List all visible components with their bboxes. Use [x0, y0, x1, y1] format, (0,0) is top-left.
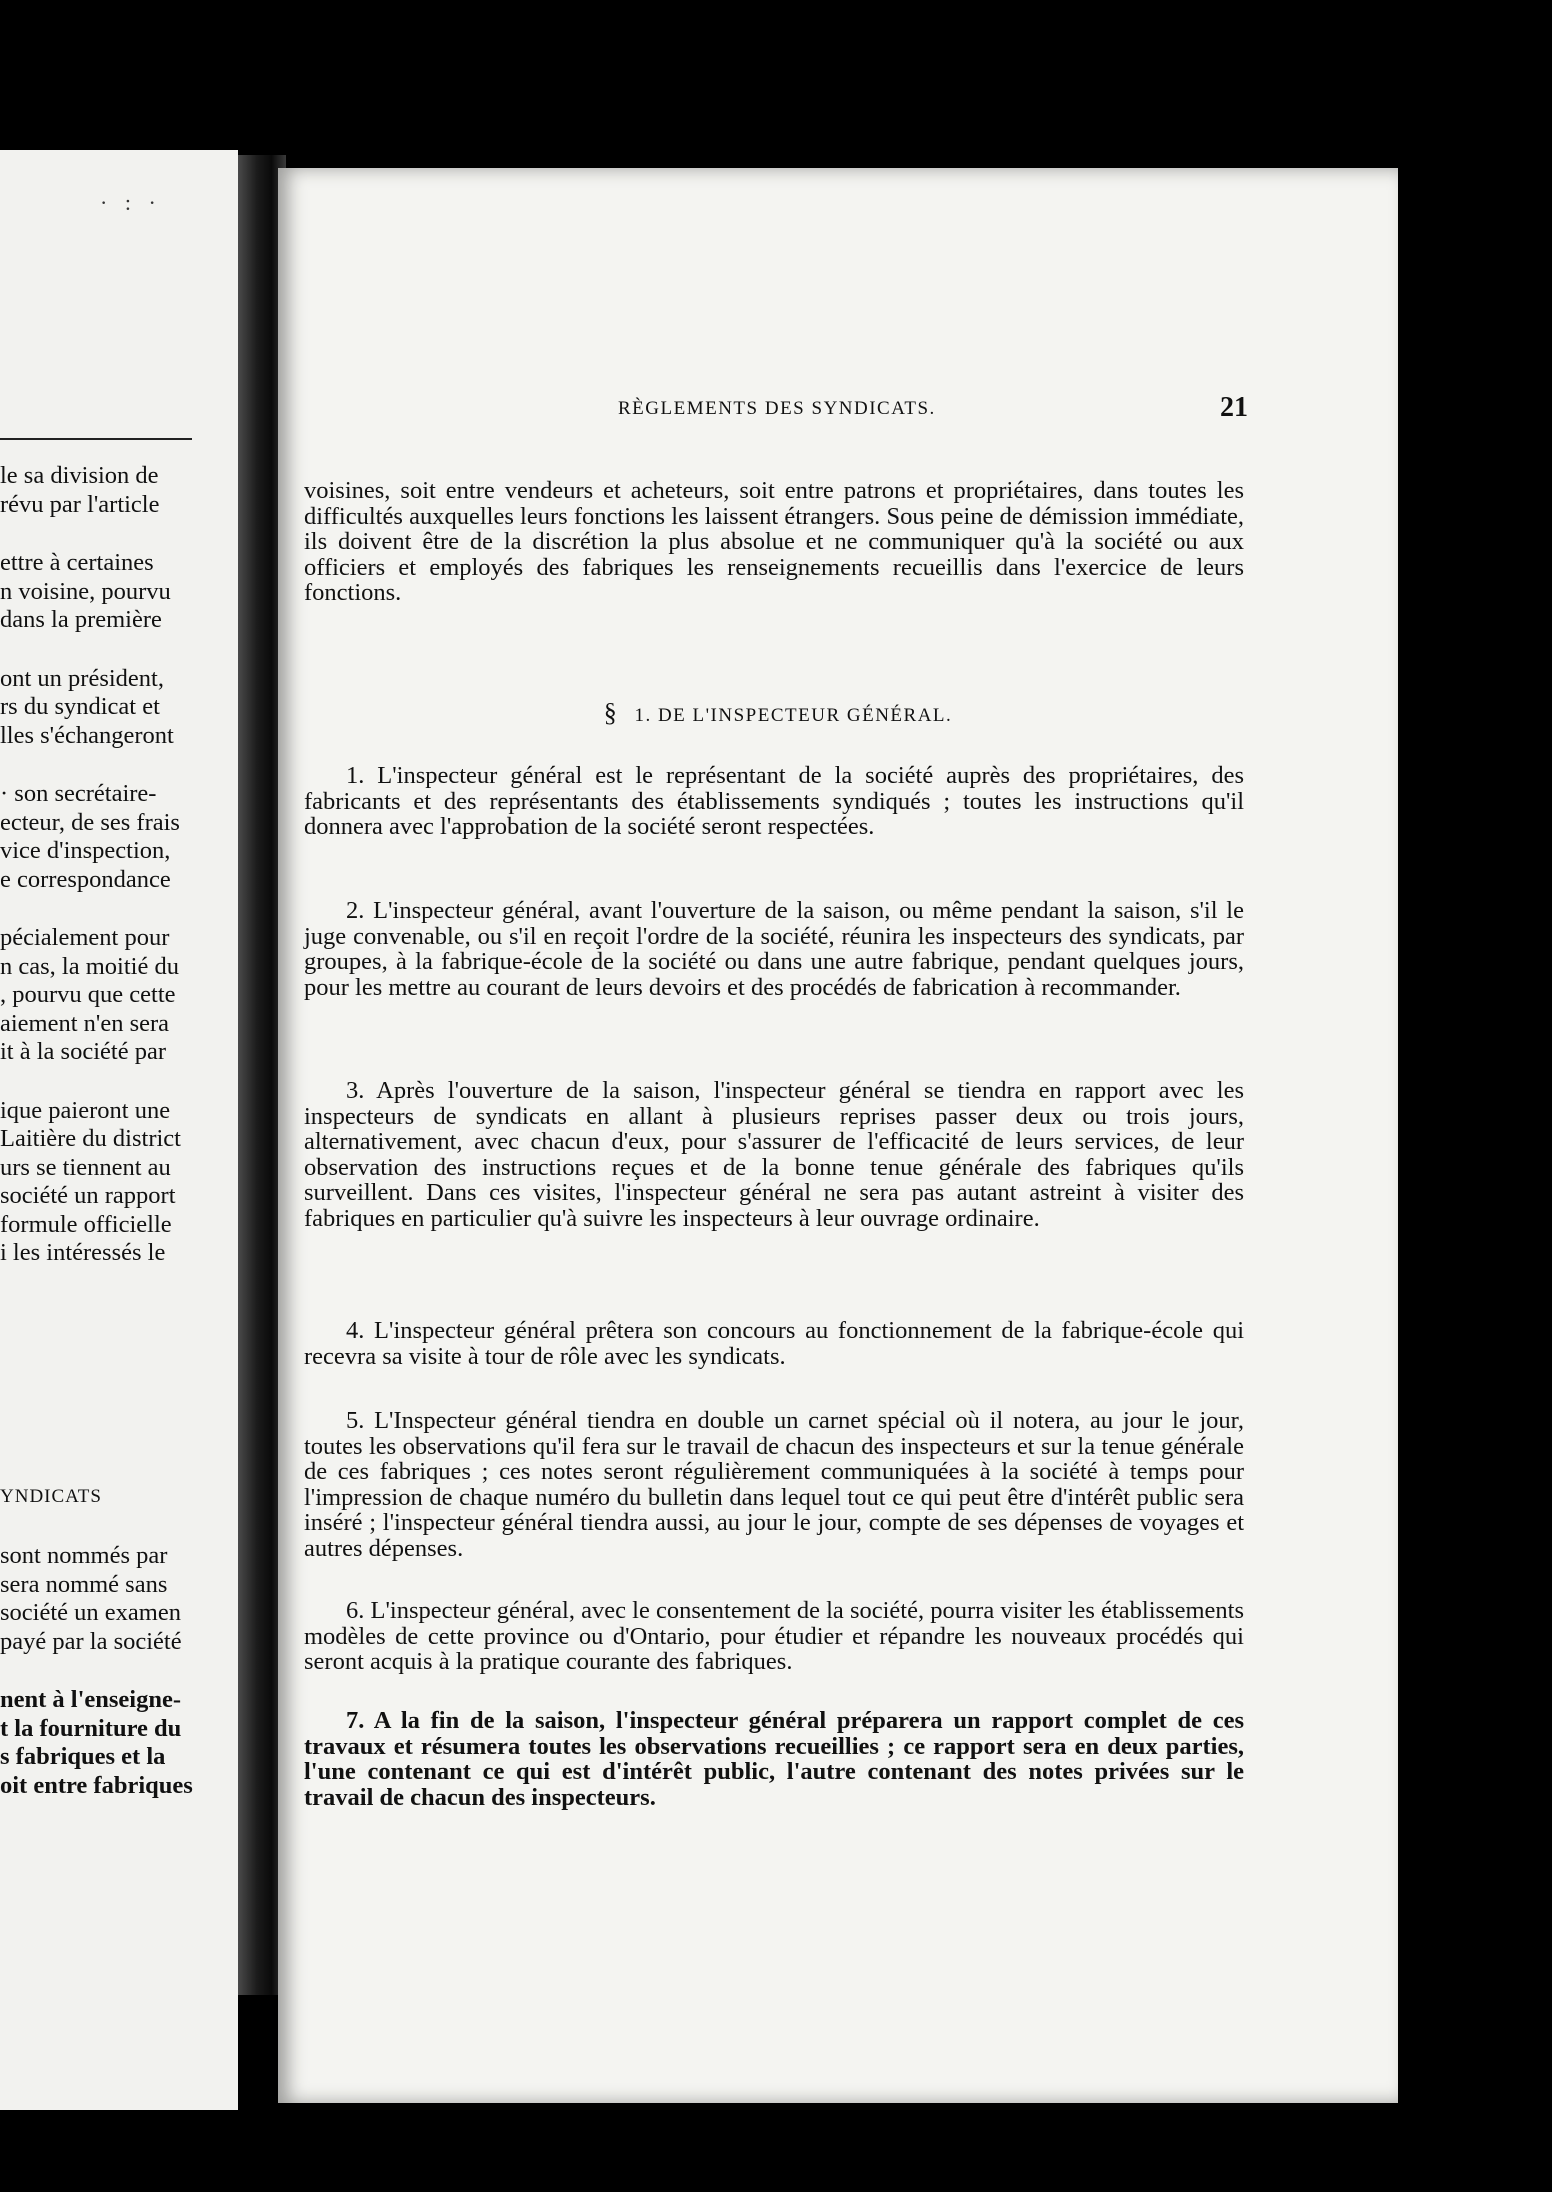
article-7: 7. A la fin de la saison, l'inspecteur général préparera un rapport complet de ces travaux et résumera toutes les observations recueillies ; ce rapport sera en deux parties, l'une contenant ce qui est d'intérêt public, l'autre contenant des notes privées sur le travail de chacun des inspecteurs. [304, 1707, 1244, 1811]
article-3: 3. Après l'ouverture de la saison, l'inspecteur général se tiendra en rapport avec les inspecteurs de syndicats en allant à plusieurs reprises passer deux ou trois jours, alternativement, avec chacun d'eux, pour s'assurer de l'efficacité de leurs services, de leur observation des instructions reçues et de la bonne tenue générale des fabriques qu'ils surveillent. Dans ces visites, l'inspecteur général ne sera pas autant astreint à visiter des fabriques en particulier qu'à suivre les inspecteurs à leur ouvrage ordinaire. [304, 1077, 1244, 1232]
left-text-line: ecteur, de ses frais [0, 808, 180, 836]
article-1: 1. L'inspecteur général est le représentant de la société auprès des propriétaires, des fabricants et des représentants des établissements syndiqués ; toutes les instructions qu'il donnera avec l'approbation de la société seront respectées. [304, 762, 1244, 840]
left-text-line: ique paieront une [0, 1096, 171, 1124]
left-text-line: Laitière du district [0, 1125, 181, 1152]
header-title: RÈGLEMENTS DES SYNDICATS. [618, 398, 936, 419]
left-text-line: payé par la société [0, 1627, 182, 1655]
left-text-line: it à la société par [0, 1038, 166, 1065]
left-heading: YNDICATS [0, 1486, 102, 1507]
left-text-line: lles s'échangeront [0, 721, 174, 749]
left-text-line: pécialement pour [0, 924, 170, 951]
article-2: 2. L'inspecteur général, avant l'ouverture de la saison, ou même pendant la saison, s'il le juge convenable, ou s'il en reçoit l'ordre de la société, réunira les inspecteurs des syndicats, par groupes, à la fabrique-école de la société ou dans une autre fabrique, pendant quelques jours, pour les mettre au courant de leurs devoirs et des procédés de fabrication à recommander. [304, 897, 1244, 1001]
left-text-line: s fabriques et la [0, 1743, 166, 1770]
section-symbol: § [603, 698, 619, 727]
ink-specks: · : · [100, 190, 162, 215]
left-text-line: société un rapport [0, 1182, 176, 1209]
left-text-line: urs se tiennent au [0, 1153, 171, 1181]
article-4: 4. L'inspecteur général prêtera son concours au fonctionnement de la fabrique-école qui recevra sa visite à tour de rôle avec les syndicats. [304, 1317, 1244, 1370]
intro-paragraph: voisines, soit entre vendeurs et acheteurs, soit entre patrons et propriétaires, dans toutes les difficultés auxquelles leurs fonctions les laissent étrangers. Sous peine de démission immédiate, ils doivent être de la discrétion la plus absolue et ne communiquer qu'à la société ou aux officiers et employés des fabriques les renseignements recueillis dans l'exercice de leurs fonctions. [304, 477, 1244, 606]
left-text-line: nent à l'enseigne- [0, 1686, 182, 1713]
left-text-line: n voisine, pourvu [0, 577, 171, 605]
left-text-line: dans la première [0, 606, 162, 633]
left-text-line: sera nommé sans [0, 1570, 168, 1598]
left-text-line: société un examen [0, 1599, 181, 1626]
left-text-line: ont un président, [0, 664, 164, 692]
left-text-line: ettre à certaines [0, 549, 154, 576]
left-text-line: e correspondance [0, 865, 171, 893]
article-6: 6. L'inspecteur général, avec le consentement de la société, pourra visiter les établissements modèles de cette province ou d'Ontario, pour étudier et répandre les nouveaux procédés qui seront acquis à la pratique courante des fabriques. [304, 1597, 1244, 1675]
section-heading [278, 698, 1278, 728]
article-5: 5. L'Inspecteur général tiendra en double un carnet spécial où il notera, au jour le jour, toutes les observations qu'il fera sur le travail de chacun des inspecteurs et sur la tenue générale de ces fabriques ; ces notes seront régulièrement communiquées à la société à temps pour l'impression de chaque numéro du bulletin dans lequel tout ce qui peut être d'intérêt public sera inséré ; l'inspecteur général tiendra aussi, au jour le jour, compte de ses dépenses de voyages et autres dépenses. [304, 1407, 1244, 1562]
left-text-line: aiement n'en sera [0, 1009, 170, 1037]
left-text-line: , pourvu que cette [0, 981, 176, 1008]
left-rule [0, 438, 192, 440]
left-text-line: · son secrétaire- [0, 780, 157, 807]
left-text-line: i les intéressés le [0, 1239, 166, 1266]
left-text-line: le sa division de [0, 462, 159, 489]
left-page [0, 150, 238, 2110]
running-header [278, 392, 1398, 438]
left-text-line: révu par l'article [0, 490, 160, 518]
left-text-line: t la fourniture du [0, 1714, 182, 1742]
left-text-line: n cas, la moitié du [0, 952, 179, 980]
right-page [278, 168, 1398, 2103]
left-text-line: rs du syndicat et [0, 693, 160, 720]
section-title: 1. DE L'INSPECTEUR GÉNÉRAL. [634, 705, 953, 726]
left-text-line: vice d'inspection, [0, 837, 171, 864]
left-text-line: oit entre fabriques [0, 1771, 193, 1799]
left-text-line: sont nommés par [0, 1542, 168, 1569]
page-number: 21 [1220, 392, 1248, 423]
left-text-line: formule officielle [0, 1210, 172, 1238]
